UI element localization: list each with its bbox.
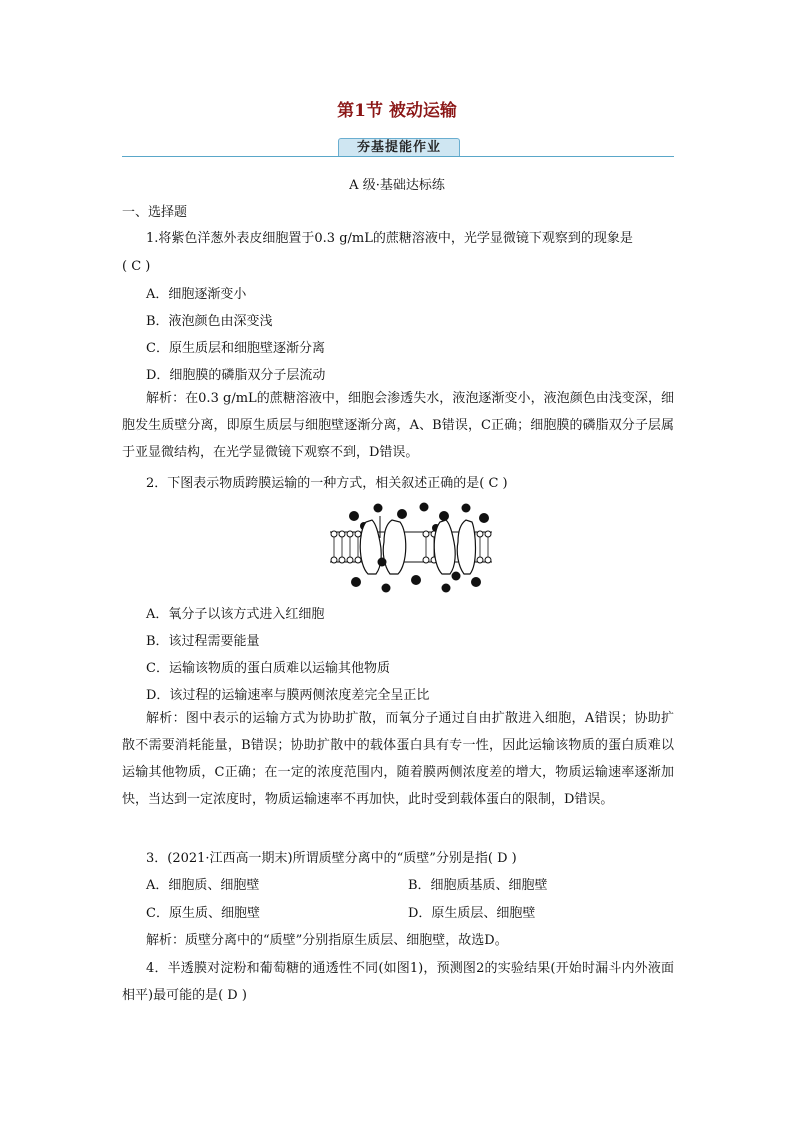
q3-option-c: C．原生质、细胞壁 bbox=[146, 906, 260, 921]
level-heading: A 级·基础达标练 bbox=[349, 178, 445, 193]
q2-option-b: B．该过程需要能量 bbox=[146, 634, 260, 649]
q2-option-a: A．氧分子以该方式进入红细胞 bbox=[146, 607, 325, 622]
q2-stem: 2．下图表示物质跨膜运输的一种方式，相关叙述正确的是( C ) bbox=[146, 476, 508, 491]
q3-analysis: 解析：质壁分离中的“质壁”分别指原生质层、细胞壁，故选D。 bbox=[146, 933, 508, 948]
q2-option-d: D．该过程的运输速率与膜两侧浓度差完全呈正比 bbox=[146, 688, 430, 703]
q3-option-d: D．原生质层、细胞壁 bbox=[408, 906, 536, 921]
q3-stem: 3．(2021·江西高一期末)所谓质壁分离中的“质壁”分别是指( D ) bbox=[146, 851, 517, 866]
q3-option-b: B．细胞质基质、细胞壁 bbox=[408, 878, 548, 893]
q1-analysis: 解析：在0.3 g/mL的蔗糖溶液中，细胞会渗透失水，液泡逐渐变小，液泡颜色由浅变深，细胞发生质壁分离，即原生质层与细胞壁逐渐分离，A、B错误，C正确；细胞膜的磷脂双分子层属于亚显微结构，在光学显微镜下观察不到，D错误。 bbox=[122, 391, 674, 460]
q3-option-a: A．细胞质、细胞壁 bbox=[146, 878, 260, 893]
section-heading: 一、选择题 bbox=[122, 205, 188, 220]
q1-answer: ( C ) bbox=[122, 259, 151, 274]
page-title: 第1节 被动运输 bbox=[337, 101, 457, 121]
q1-option-c: C．原生质层和细胞壁逐渐分离 bbox=[146, 341, 325, 356]
q1-stem: 1.将紫色洋葱外表皮细胞置于0.3 g/mL的蔗糖溶液中，光学显微镜下观察到的现象是 bbox=[146, 231, 633, 246]
section-badge: 夯基提能作业 bbox=[338, 138, 460, 157]
membrane-transport-diagram bbox=[326, 502, 496, 594]
header-rule bbox=[122, 156, 674, 157]
q4-stem: 4．半透膜对淀粉和葡萄糖的通透性不同(如图1)，预测图2的实验结果(开始时漏斗内外液面相平)最可能的是( D ) bbox=[122, 961, 674, 1003]
q2-option-c: C．运输该物质的蛋白质难以运输其他物质 bbox=[146, 661, 390, 676]
q2-analysis: 解析：图中表示的运输方式为协助扩散，而氧分子通过自由扩散进入细胞，A错误；协助扩散不需要消耗能量，B错误；协助扩散中的载体蛋白具有专一性，因此运输该物质的蛋白质难以运输其他物质，C正确；在一定的浓度范围内，随着膜两侧浓度差的增大，物质运输速率逐渐加快，当达到一定浓度时，物质运输速率不再加快，此时受到载体蛋白的限制，D错误。 bbox=[122, 711, 674, 807]
q1-option-b: B．液泡颜色由深变浅 bbox=[146, 314, 273, 329]
q1-option-d: D．细胞膜的磷脂双分子层流动 bbox=[146, 368, 326, 383]
q1-option-a: A．细胞逐渐变小 bbox=[146, 287, 247, 302]
